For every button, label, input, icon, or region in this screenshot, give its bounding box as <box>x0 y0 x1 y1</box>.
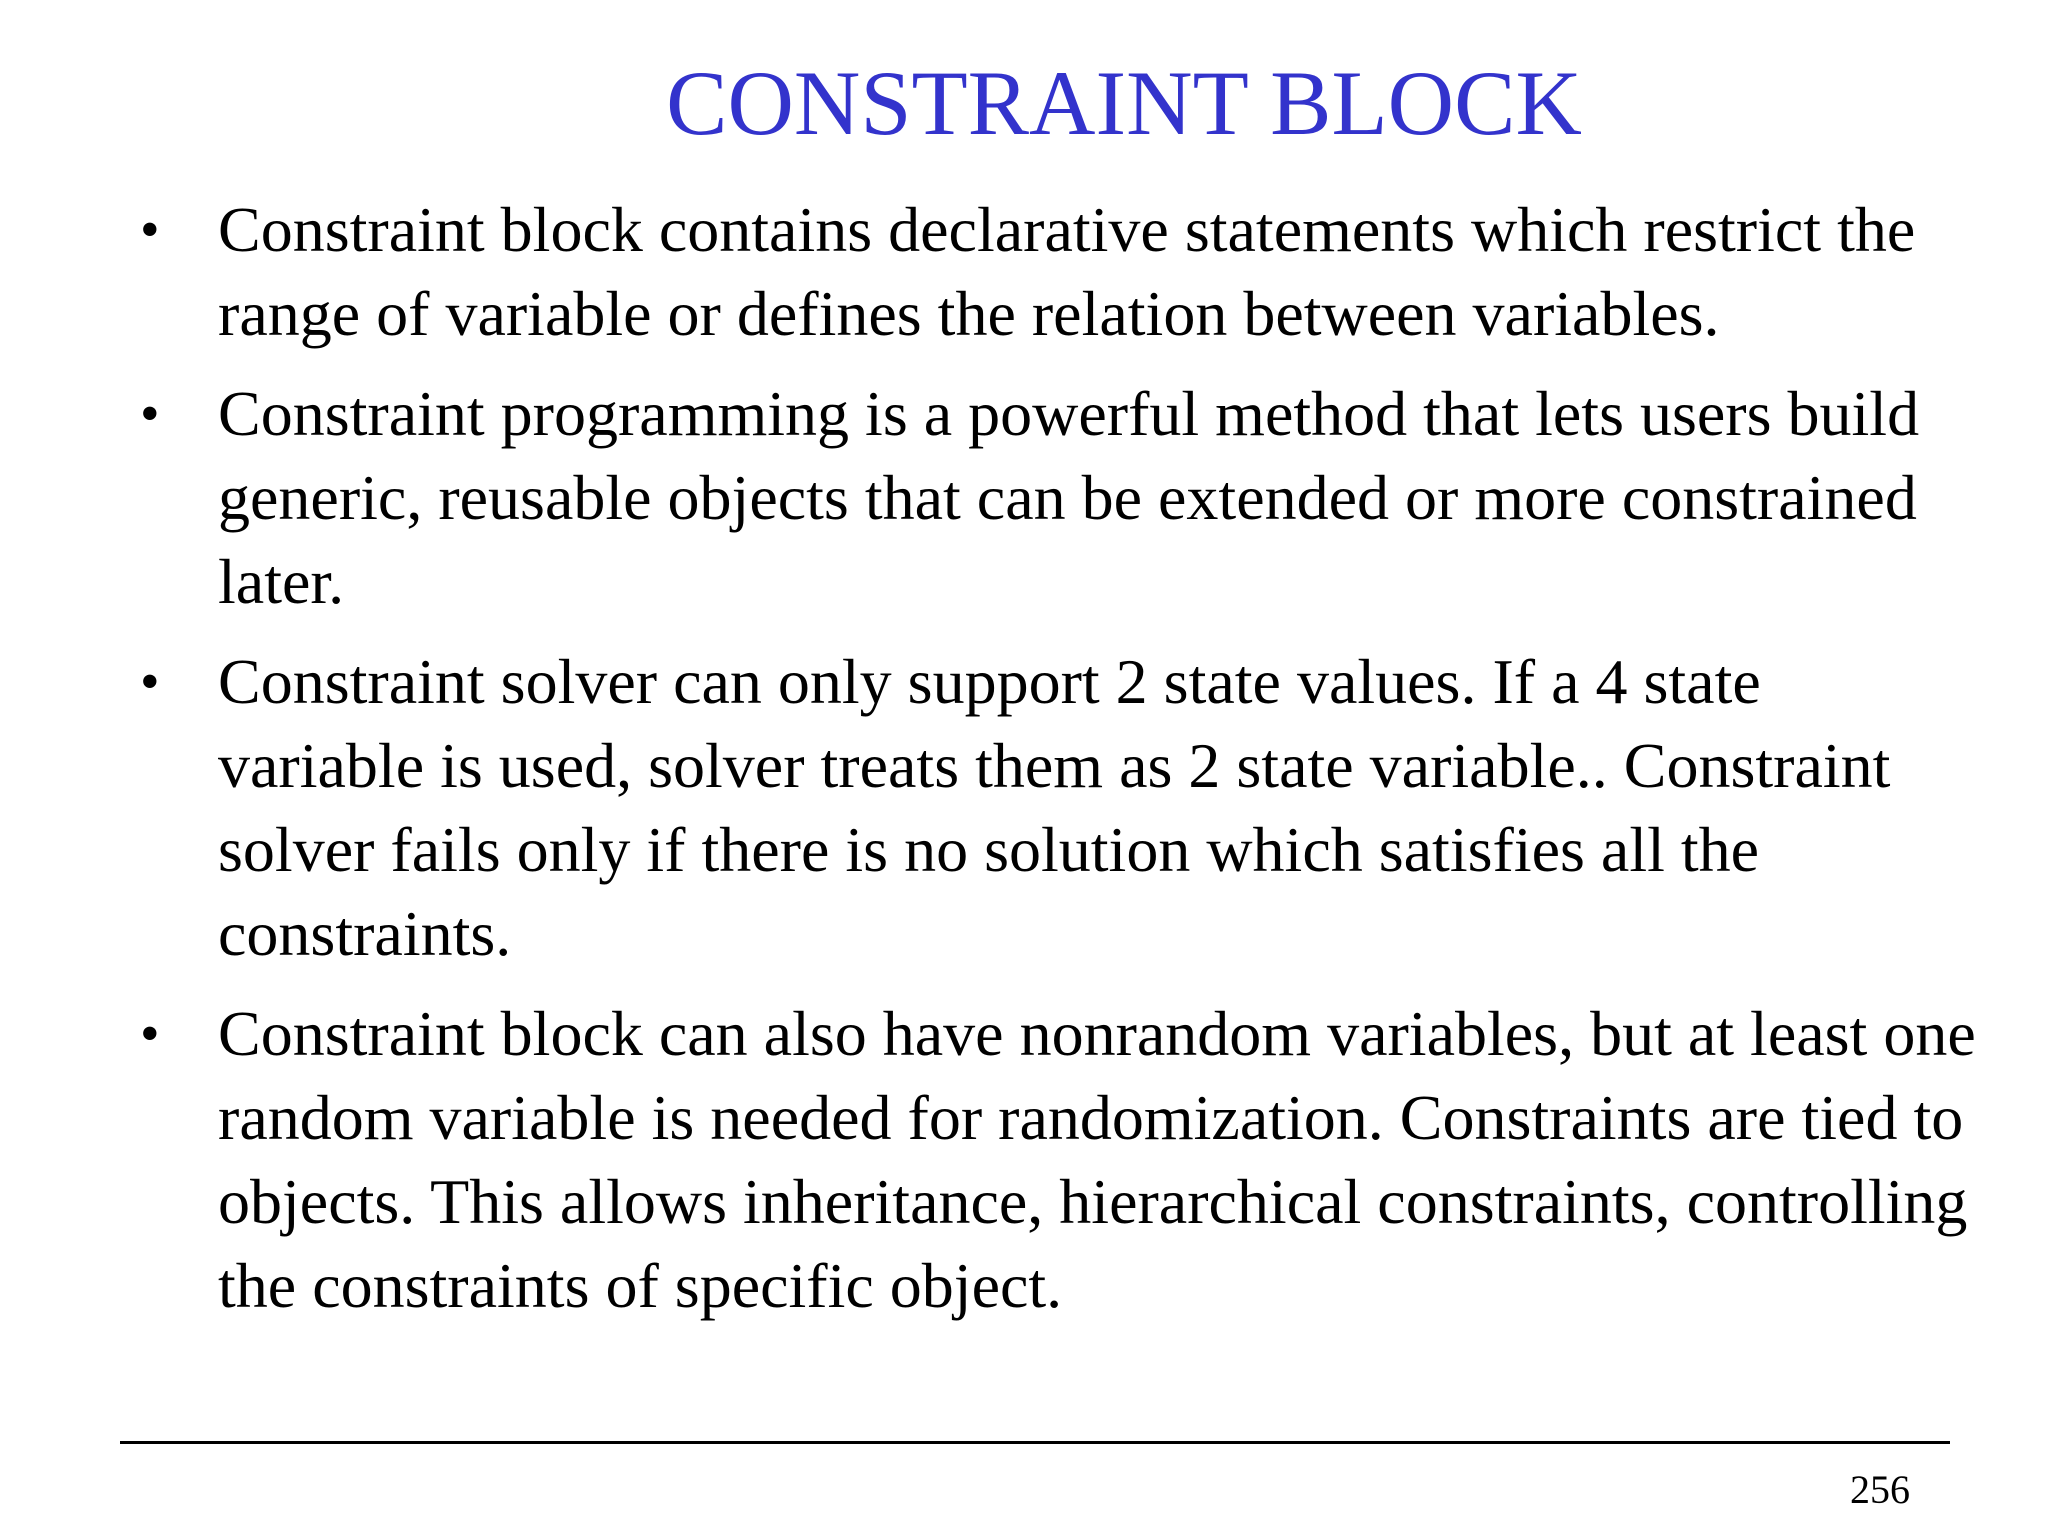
bullet-text: Constraint block contains declarative statements which restrict the range of variable or defines the relation between variables. <box>218 194 1916 349</box>
bullet-point-icon: • <box>140 1003 160 1065</box>
bullet-item <box>140 640 1980 976</box>
bullet-point-icon: • <box>140 199 160 261</box>
bullet-point-icon: • <box>140 383 160 445</box>
bullet-list <box>140 188 1980 1344</box>
bullet-item <box>140 992 1980 1328</box>
bullet-text: Constraint solver can only support 2 state values. If a 4 state variable is used, solver treats them as 2 state variable.. Constraint solver fails only if there is no solution which satisfies all the constraints. <box>218 646 1891 969</box>
bullet-text: Constraint block can also have nonrandom variables, but at least one random variable is needed for randomization. Constraints are tied to objects. This allows inheritance, hierarchical constraints, controlling the constraints of specific object. <box>218 998 1976 1321</box>
bullet-point-icon: • <box>140 651 160 713</box>
bullet-item <box>140 188 1980 356</box>
bullet-item <box>140 372 1980 624</box>
slide-title: CONSTRAINT BLOCK <box>666 52 1582 154</box>
page-number: 256 <box>1850 1467 1910 1512</box>
footer-divider <box>120 1441 1950 1444</box>
bullet-text: Constraint programming is a powerful method that lets users build generic, reusable objects that can be extended or more constrained later. <box>218 378 1920 617</box>
